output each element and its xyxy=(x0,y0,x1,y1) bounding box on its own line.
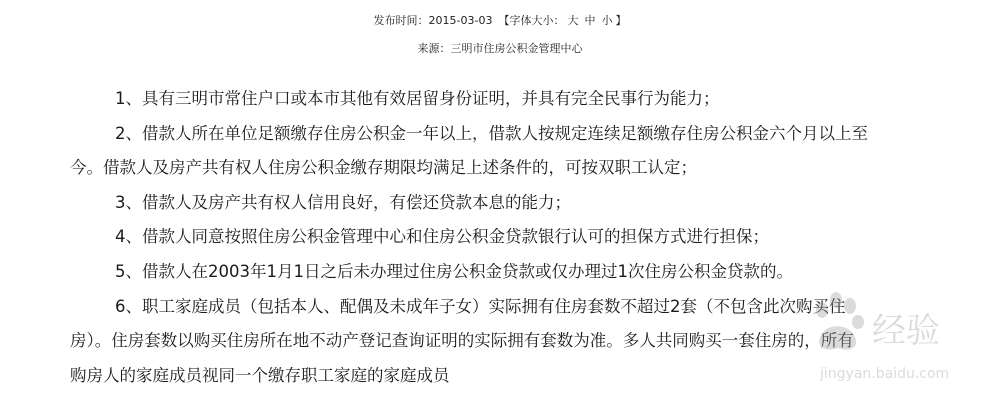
paragraph-4: 4、借款人同意按照住房公积金管理中心和住房公积金贷款银行认可的担保方式进行担保； xyxy=(115,227,769,247)
paragraph-6-line-2: 房）。住房套数以购买住房所在地不动产登记查询证明的实际拥有套数为准。多人共同购买一套住房的，所有 xyxy=(70,331,854,351)
publish-time: 2015-03-03 xyxy=(428,14,493,27)
source-name: 三明市住房公积金管理中心 xyxy=(450,42,583,55)
watermark-brand: 经验 xyxy=(872,311,940,351)
paragraph-1: 1、具有三明市常住户口或本市其他有效居留身份证明，并具有完全民事行为能力； xyxy=(115,89,720,108)
paragraph-6-line-3: 购房人的家庭成员视同一个缴存职工家庭的家庭成员 xyxy=(70,365,450,385)
source-label: 来源： xyxy=(417,42,451,55)
watermark-url: jingyan.baidu.com xyxy=(820,366,950,382)
font-size-large-link[interactable]: 大 xyxy=(567,14,579,27)
font-size-close: 】 xyxy=(615,14,627,27)
article-source xyxy=(0,40,1000,56)
paragraph-2-line-2: 今。借款人及房产共有权人住房公积金缴存期限均满足上述条件的，可按双职工认定； xyxy=(70,158,697,178)
article-meta xyxy=(0,12,1000,28)
paragraph-6-line-1: 6、职工家庭成员（包括本人、配偶及未成年子女）实际拥有住房套数不超过2套（不包含此次购买住 xyxy=(115,296,846,316)
paragraph-2-line-1: 2、借款人所在单位足额缴存住房公积金一年以上，借款人按规定连续足额缴存住房公积金六个月以上至 xyxy=(115,123,868,143)
article-body xyxy=(70,82,970,393)
paragraph-5: 5、借款人在2003年1月1日之后未办理过住房公积金贷款或仅办理过1次住房公积金贷款的。 xyxy=(115,261,793,281)
font-size-medium-link[interactable]: 中 xyxy=(584,14,596,27)
font-size-open: 【字体大小： xyxy=(498,14,565,27)
publish-time-label: 发布时间： xyxy=(373,14,429,27)
paragraph-3: 3、借款人及房产共有权人信用良好，有偿还贷款本息的能力； xyxy=(115,192,571,212)
font-size-small-link[interactable]: 小 xyxy=(601,14,613,27)
